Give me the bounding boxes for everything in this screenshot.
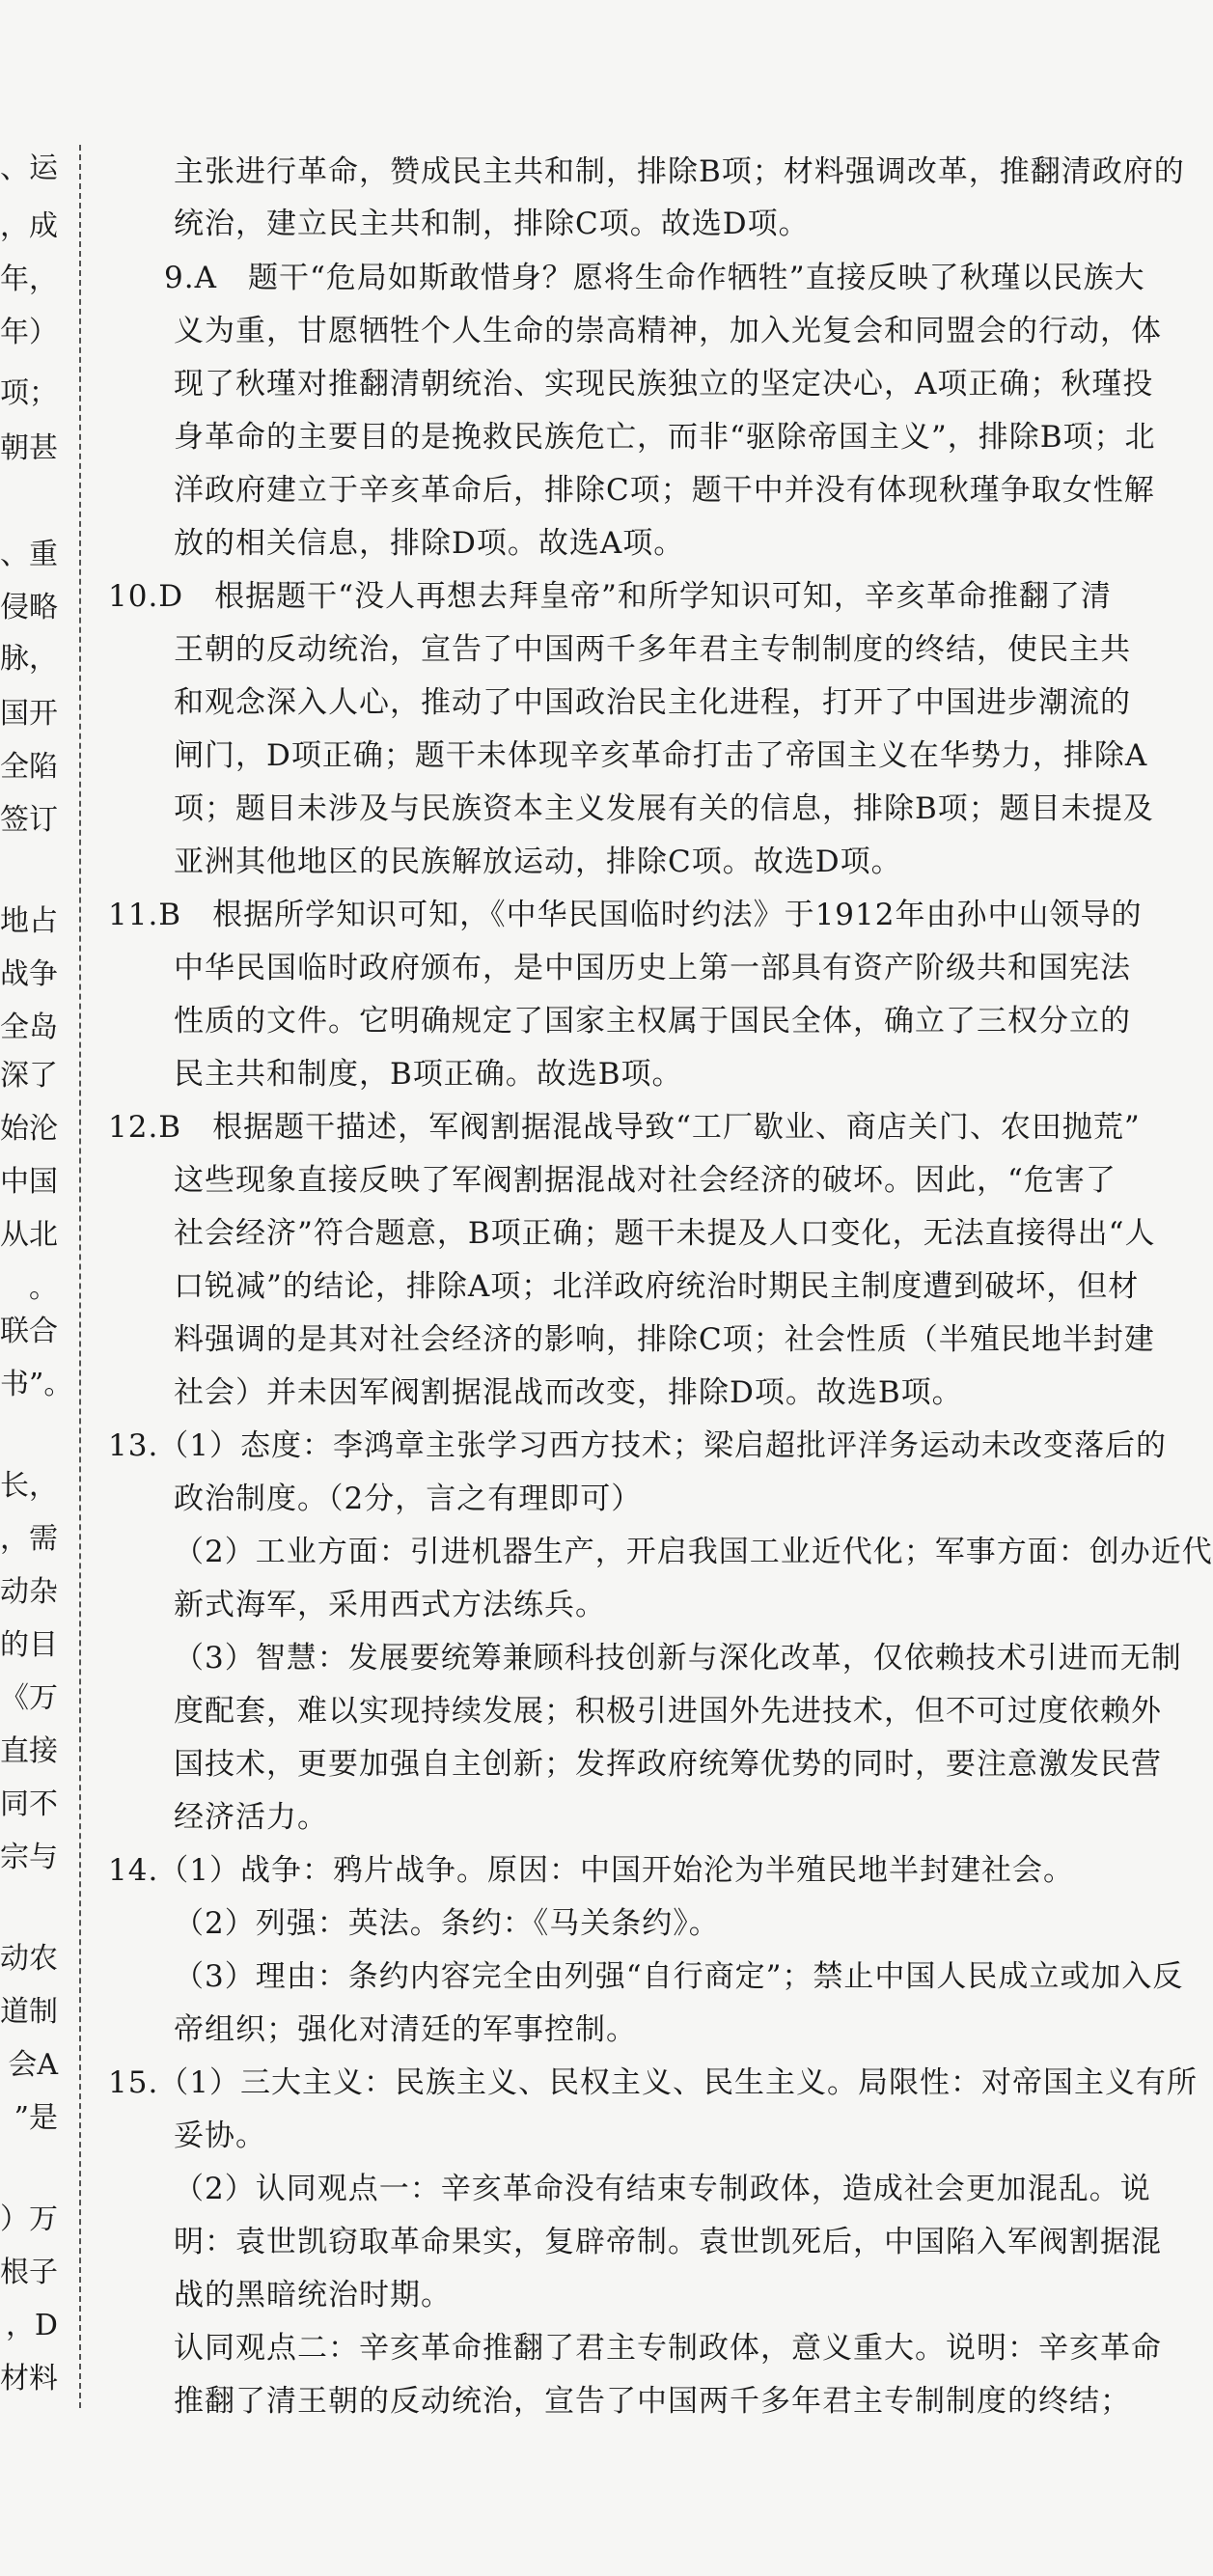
answer-text-column [108,0,1213,2576]
answer-line: 义为重，甘愿牺牲个人生命的崇高精神，加入光复会和同盟会的行动，体 [174,314,1162,348]
answer-line: 11.B 根据所学知识可知，《中华民国临时约法》于1912年由孙中山领导的 [108,898,1143,932]
left-fragment-text: 的目 [0,1628,58,1662]
answer-line: 性质的文件。它明确规定了国家主权属于国民全体，确立了三权分立的 [174,1004,1131,1039]
left-fragment-text: ）万 [0,2202,58,2236]
answer-line: 王朝的反动统治，宣告了中国两千多年君主专制制度的终结，使民主共 [174,632,1131,667]
answer-line: 统治，建立民主共和制，排除C项。故选D项。 [174,207,810,241]
left-fragment-text: 脉， [0,642,58,676]
answer-line: 和观念深入人心，推动了中国政治民主化进程，打开了中国进步潮流的 [174,685,1131,720]
left-fragment-text: 国开 [0,697,58,731]
answer-line: 13.（1）态度：李鸿章主张学习西方技术；梁启超批评洋务运动未改变落后的 [108,1428,1168,1463]
answer-line: 帝组织；强化对清廷的军事控制。 [174,2012,637,2047]
answer-line: （3）理由：条约内容完全由列强“自行商定”；禁止中国人民成立或加入反 [174,1959,1184,1994]
answer-line: 政治制度。（2分，言之有理即可） [174,1482,643,1516]
answer-line: 战的黑暗统治时期。 [174,2278,452,2313]
answer-line: 14.（1）战争：鸦片战争。原因：中国开始沦为半殖民地半封建社会。 [108,1853,1075,1888]
answer-line: （2）认同观点一：辛亥革命没有结束专制政体，造成社会更加混乱。说 [174,2172,1151,2206]
answer-line: 新式海军，采用西式方法练兵。 [174,1588,606,1622]
answer-line: 社会）并未因军阀割据混战而改变，排除D项。故选B项。 [174,1375,963,1410]
left-fragment-text: 全岛 [0,1011,58,1044]
left-fragment-text: 、重 [0,538,58,571]
left-fragment-text: 联合 [0,1315,58,1348]
answer-line: （3）智慧：发展要统筹兼顾科技创新与深化改革，仅依赖技术引进而无制 [174,1641,1182,1676]
left-fragment-text: 道制 [0,1995,58,2029]
left-fragment-text: 会A [8,2048,58,2082]
answer-line: 明：袁世凯窃取革命果实，复辟帝制。袁世凯死后，中国陷入军阀割据混 [174,2225,1162,2259]
answer-line: 15.（1）三大主义：民族主义、民权主义、民生主义。局限性：对帝国主义有所 [108,2065,1199,2100]
left-fragment-text: 项； [0,376,58,410]
left-fragment-text: 材料 [0,2362,58,2396]
left-fragment-text: 地占 [0,904,58,938]
answer-line: 国技术，更要加强自主创新；发挥政府统筹优势的同时，要注意激发民营 [174,1747,1162,1782]
answer-line: 社会经济”符合题意，B项正确；题干未提及人口变化，无法直接得出“人 [174,1216,1156,1251]
answer-line: 口锐减”的结论，排除A项；北洋政府统治时期民主制度遭到破坏，但材 [174,1269,1140,1304]
left-fragment-text: 全陷 [0,750,58,784]
answer-line: 现了秋瑾对推翻清朝统治、实现民族独立的坚定决心，A项正确；秋瑾投 [174,367,1154,402]
left-fragment-text: 年） [0,316,58,349]
answer-line: 闸门，D项正确；题干未体现辛亥革命打击了帝国主义在华势力，排除A [174,738,1148,773]
answer-line: 洋政府建立于辛亥革命后，排除C项；题干中并没有体现秋瑾争取女性解 [174,473,1155,508]
answer-line: 这些现象直接反映了军阀割据混战对社会经济的破坏。因此，“危害了 [174,1163,1117,1198]
left-fragment-text: ，需 [0,1522,58,1556]
answer-line: 推翻了清王朝的反动统治，宣告了中国两千多年君主专制制度的终结； [174,2384,1131,2419]
left-fragment-text: 动农 [0,1942,58,1976]
left-fragment-text: 同不 [0,1787,58,1821]
left-fragment-text: 根子 [0,2256,58,2289]
left-fragment-text: 从北 [0,1218,58,1252]
left-column-fragments [0,0,73,2576]
answer-line: 身革命的主要目的是挽救民族危亡，而非“驱除帝国主义”，排除B项；北 [174,420,1156,455]
answer-line: 主张进行革命，赞成民主共和制，排除B项；材料强调改革，推翻清政府的 [174,154,1185,189]
answer-line: 9.A 题干“危局如斯敢惜身？愿将生命作牺牲”直接反映了秋瑾以民族大 [164,261,1145,295]
answer-line: 10.D 根据题干“没人再想去拜皇帝”和所学知识可知，辛亥革命推翻了清 [108,579,1112,614]
left-fragment-text: 始沦 [0,1112,58,1146]
left-fragment-text: 战争 [0,957,58,991]
answer-line: （2）工业方面：引进机器生产，开启我国工业近代化；军事方面：创办近代 [174,1535,1213,1569]
left-fragment-text: 《万 [0,1681,58,1715]
left-fragment-text: ，成 [0,209,58,243]
left-fragment-text: 宗与 [0,1841,58,1874]
left-fragment-text: 长， [0,1469,58,1503]
answer-line: 认同观点二：辛亥革命推翻了君主专制政体，意义重大。说明：辛亥革命 [174,2331,1162,2366]
answer-line: 放的相关信息，排除D项。故选A项。 [174,526,685,561]
answer-line: 经济活力。 [174,1800,328,1835]
left-fragment-text: 侵略 [0,591,58,624]
answer-line: 12.B 根据题干描述，军阀割据混战导致“工厂歇业、商店关门、农田抛荒” [108,1110,1141,1145]
left-fragment-text: 、运 [0,152,58,185]
answer-line: 度配套，难以实现持续发展；积极引进国外先进技术，但不可过度依赖外 [174,1694,1162,1729]
left-fragment-text: 书”。 [0,1368,73,1401]
left-fragment-text: 年， [0,263,58,296]
answer-line: 妥协。 [174,2119,266,2153]
answer-line: 中华民国临时政府颁布，是中国历史上第一部具有资产阶级共和国宪法 [174,951,1131,985]
answer-line: 民主共和制度，B项正确。故选B项。 [174,1057,683,1092]
left-fragment-text: 深了 [0,1059,58,1093]
left-fragment-text: 中国 [0,1165,58,1199]
left-fragment-text: ，D [5,2309,58,2342]
answer-line: 项；题目未涉及与民族资本主义发展有关的信息，排除B项；题目未提及 [174,791,1154,826]
column-divider [79,145,81,2408]
left-fragment-text: 动杂 [0,1575,58,1609]
answer-line: （2）列强：英法。条约：《马关条约》。 [174,1906,720,1941]
left-fragment-text: ”是 [14,2101,58,2135]
left-fragment-text: 。 [29,1271,58,1305]
answer-line: 料强调的是其对社会经济的影响，排除C项；社会性质（半殖民地半封建 [174,1322,1155,1357]
answer-line: 亚洲其他地区的民族解放运动，排除C项。故选D项。 [174,845,902,879]
left-fragment-text: 直接 [0,1734,58,1768]
left-fragment-text: 签订 [0,803,58,837]
left-fragment-text: 朝甚 [0,431,58,465]
